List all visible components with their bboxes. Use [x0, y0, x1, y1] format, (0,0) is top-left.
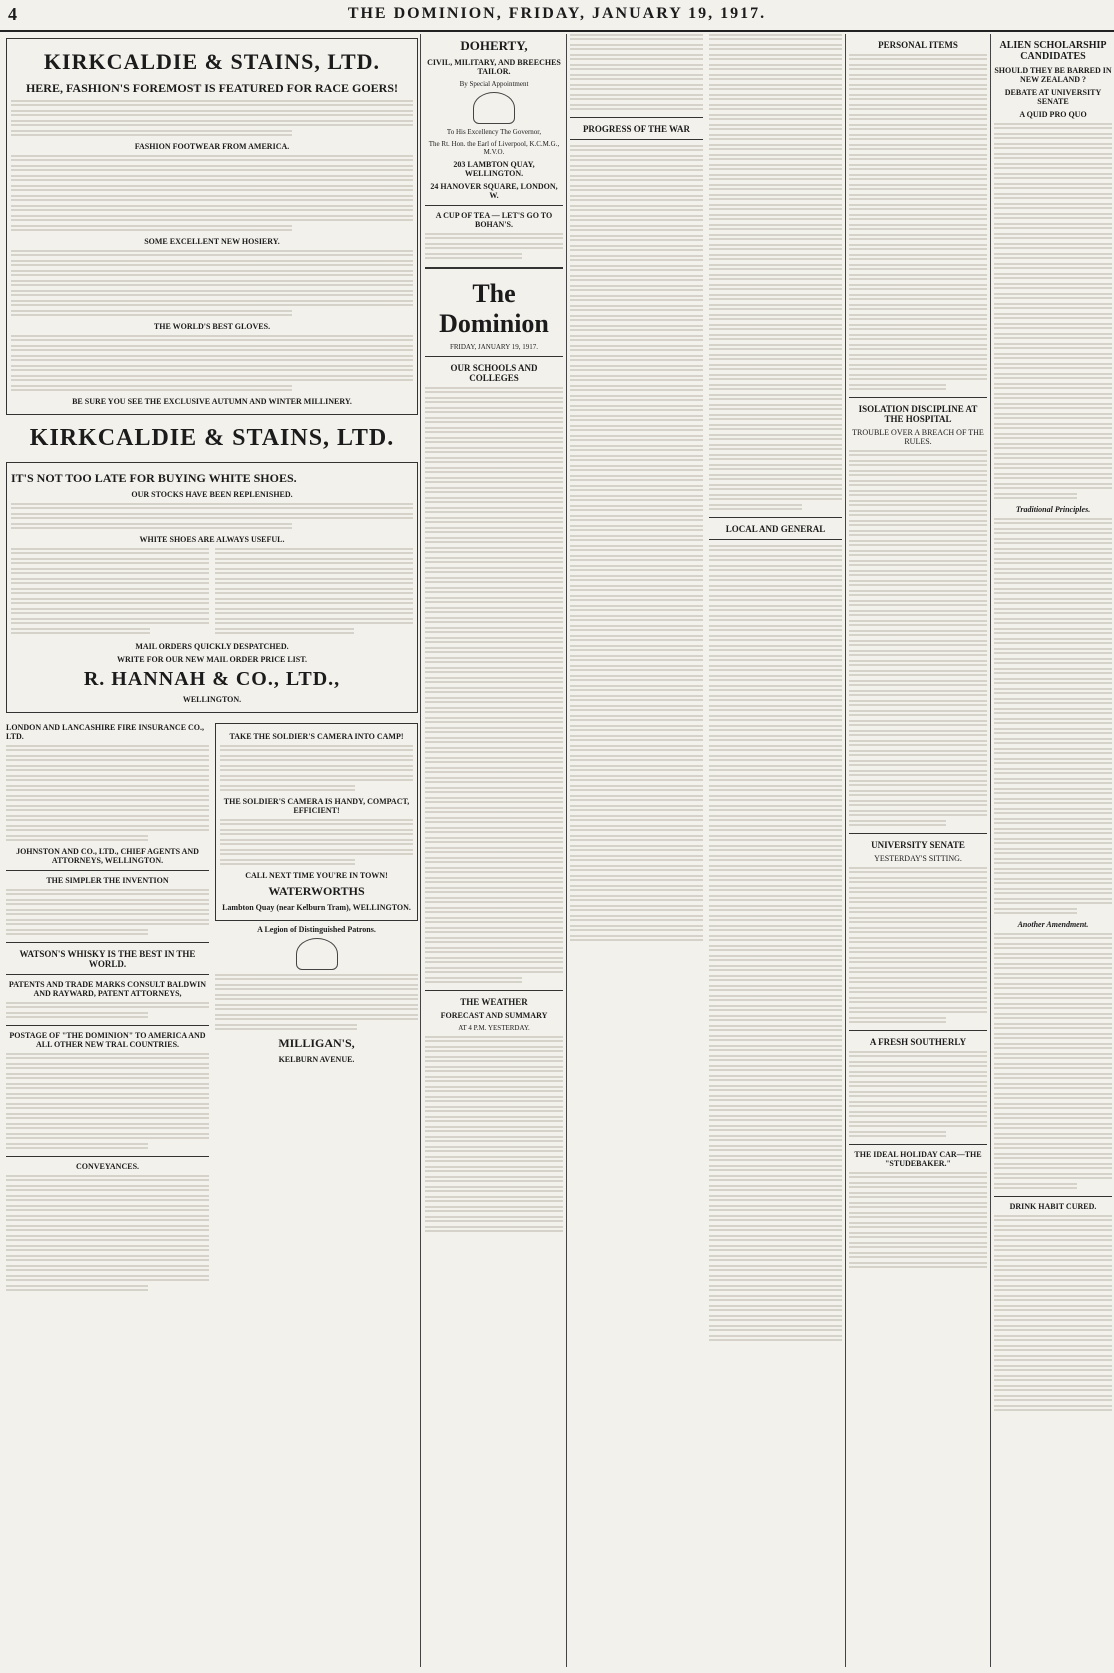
agents-line: JOHNSTON AND CO., LTD., CHIEF AGENTS AND ATTORNEYS, WELLINGTON.: [16, 847, 199, 865]
issue-date: FRIDAY, JANUARY 19, 1917.: [449, 343, 539, 351]
alien-heading: ALIEN SCHOLARSHIP CANDIDATES: [999, 40, 1107, 62]
traditional-subhead: Traditional Principles.: [1015, 505, 1091, 514]
editorial-heading: OUR SCHOOLS AND COLLEGES: [450, 363, 538, 383]
ad-headline: HERE, FASHION'S FOREMOST IS FEATURED FOR RACE GOERS!: [25, 81, 399, 95]
advertisement-column: [6, 34, 418, 1667]
forecast-heading: FORECAST AND SUMMARY: [440, 1011, 548, 1020]
tea-ad: A CUP OF TEA — LET'S GO TO BOHAN'S.: [435, 211, 553, 229]
coat-of-arms-icon: [473, 92, 515, 124]
isolation-heading: ISOLATION DISCIPLINE AT THE HOSPITAL: [858, 404, 978, 424]
column-divider: [566, 34, 567, 1667]
patents-ad: PATENTS AND TRADE MARKS CONSULT BALDWIN AND RAYWARD, PATENT ATTORNEYS,: [8, 980, 207, 998]
ad-city: WELLINGTON.: [182, 695, 242, 704]
ad-subhead: MAIL ORDERS QUICKLY DESPATCHED.: [135, 642, 289, 651]
waterworths-name: WATERWORTHS: [268, 884, 365, 898]
whisky-ad: WATSON'S WHISKY IS THE BEST IN THE WORLD.: [19, 949, 196, 969]
holiday-car-heading: THE IDEAL HOLIDAY CAR—THE "STUDEBAKER.": [854, 1150, 982, 1168]
ad-subhead: WRITE FOR OUR NEW MAIL ORDER PRICE LIST.: [117, 655, 307, 664]
invention-ad: THE SIMPLER THE INVENTION: [46, 876, 169, 885]
tailor-line: CIVIL, MILITARY, AND BREECHES TAILOR.: [427, 58, 561, 76]
dominion-logo: The Dominion: [439, 279, 549, 338]
scholarship-column: [994, 34, 1112, 1667]
waterworths-address: Lambton Quay (near Kelburn Tram), WELLINGTON.: [222, 903, 411, 912]
senate-heading: UNIVERSITY SENATE: [871, 840, 965, 850]
drink-heading: DRINK HABIT CURED.: [1009, 1202, 1097, 1211]
items-column: [849, 34, 987, 1667]
war-heading: PROGRESS OF THE WAR: [582, 124, 691, 134]
camera-ad: TAKE THE SOLDIER'S CAMERA INTO CAMP!: [229, 732, 404, 741]
earl-line: The Rt. Hon. the Earl of Liverpool, K.C.M.G., M.V.O.: [428, 140, 560, 156]
call-line: CALL NEXT TIME YOU'RE IN TOWN!: [245, 871, 388, 880]
senate-subheading: YESTERDAY'S SITTING.: [874, 854, 962, 863]
local-heading: LOCAL AND GENERAL: [725, 524, 826, 534]
crest-icon: [296, 938, 338, 970]
kirkcaldie-ad-1: [6, 38, 418, 415]
ad-firm: R. HANNAH & CO., LTD.,: [83, 668, 341, 690]
conveyances-heading: CONVEYANCES.: [75, 1162, 140, 1171]
editorial-column: [425, 34, 563, 1667]
forecast-time: AT 4 P.M. YESTERDAY.: [458, 1024, 530, 1032]
weather-heading: THE WEATHER: [460, 997, 528, 1007]
ad-title: KIRKCALDIE & STAINS, LTD.: [29, 425, 395, 451]
ad-subhead: OUR STOCKS HAVE BEEN REPLENISHED.: [131, 490, 293, 499]
to-his-excellency: To His Excellency The Governor,: [446, 128, 542, 136]
address-1: 203 LAMBTON QUAY, WELLINGTON.: [453, 160, 535, 178]
masthead: [0, 0, 1114, 32]
southerly-heading: A FRESH SOUTHERLY: [869, 1037, 967, 1047]
appointment: By Special Appointment: [459, 80, 529, 88]
page-number: 4: [8, 4, 17, 24]
address-2: 24 HANOVER SQUARE, LONDON, W.: [430, 182, 558, 200]
camera-sub: THE SOLDIER'S CAMERA IS HANDY, COMPACT, EFFICIENT!: [223, 797, 410, 815]
debate-heading: DEBATE AT UNIVERSITY SENATE: [1004, 88, 1102, 106]
milligans-address: KELBURN AVENUE.: [278, 1055, 355, 1064]
column-divider: [420, 34, 421, 1667]
news-column: [570, 34, 842, 1667]
small-ads-right: [215, 719, 418, 1295]
milligans-name: MILLIGAN'S,: [278, 1036, 355, 1050]
postage-notice: POSTAGE OF "THE DOMINION" TO AMERICA AND ALL OTHER NEW TRAL COUNTRIES.: [9, 1031, 206, 1049]
ad-closing: BE SURE YOU SEE THE EXCLUSIVE AUTUMN AND WINTER MILLINERY.: [72, 397, 352, 406]
isolation-subheading: TROUBLE OVER A BREACH OF THE RULES.: [852, 428, 984, 446]
amendment-subhead: Another Amendment.: [1017, 920, 1089, 929]
patrons-line: A Legion of Distinguished Patrons.: [257, 925, 376, 934]
column-divider: [845, 34, 846, 1667]
small-ads-left: [6, 719, 209, 1295]
personal-heading: PERSONAL ITEMS: [878, 40, 958, 50]
insurance-ad: LONDON AND LANCASHIRE FIRE INSURANCE CO., LTD.: [6, 723, 205, 741]
ad-title: KIRKCALDIE & STAINS, LTD.: [43, 49, 381, 74]
ad-subhead: THE WORLD'S BEST GLOVES.: [153, 322, 271, 331]
ad-subhead: FASHION FOOTWEAR FROM AMERICA.: [134, 142, 290, 151]
ad-headline: IT'S NOT TOO LATE FOR BUYING WHITE SHOES.: [11, 471, 297, 485]
ad-subhead: WHITE SHOES ARE ALWAYS USEFUL.: [139, 535, 285, 544]
alien-subheading: SHOULD THEY BE BARRED IN NEW ZEALAND ?: [994, 66, 1112, 84]
quid-heading: A QUID PRO QUO: [1019, 110, 1087, 119]
hannah-ad: [6, 462, 418, 713]
ad-subhead: SOME EXCELLENT NEW HOSIERY.: [144, 237, 280, 246]
column-divider: [990, 34, 991, 1667]
newspaper-header: THE DOMINION, FRIDAY, JANUARY 19, 1917.: [347, 5, 767, 22]
doherty-ad: DOHERTY,: [460, 38, 528, 53]
